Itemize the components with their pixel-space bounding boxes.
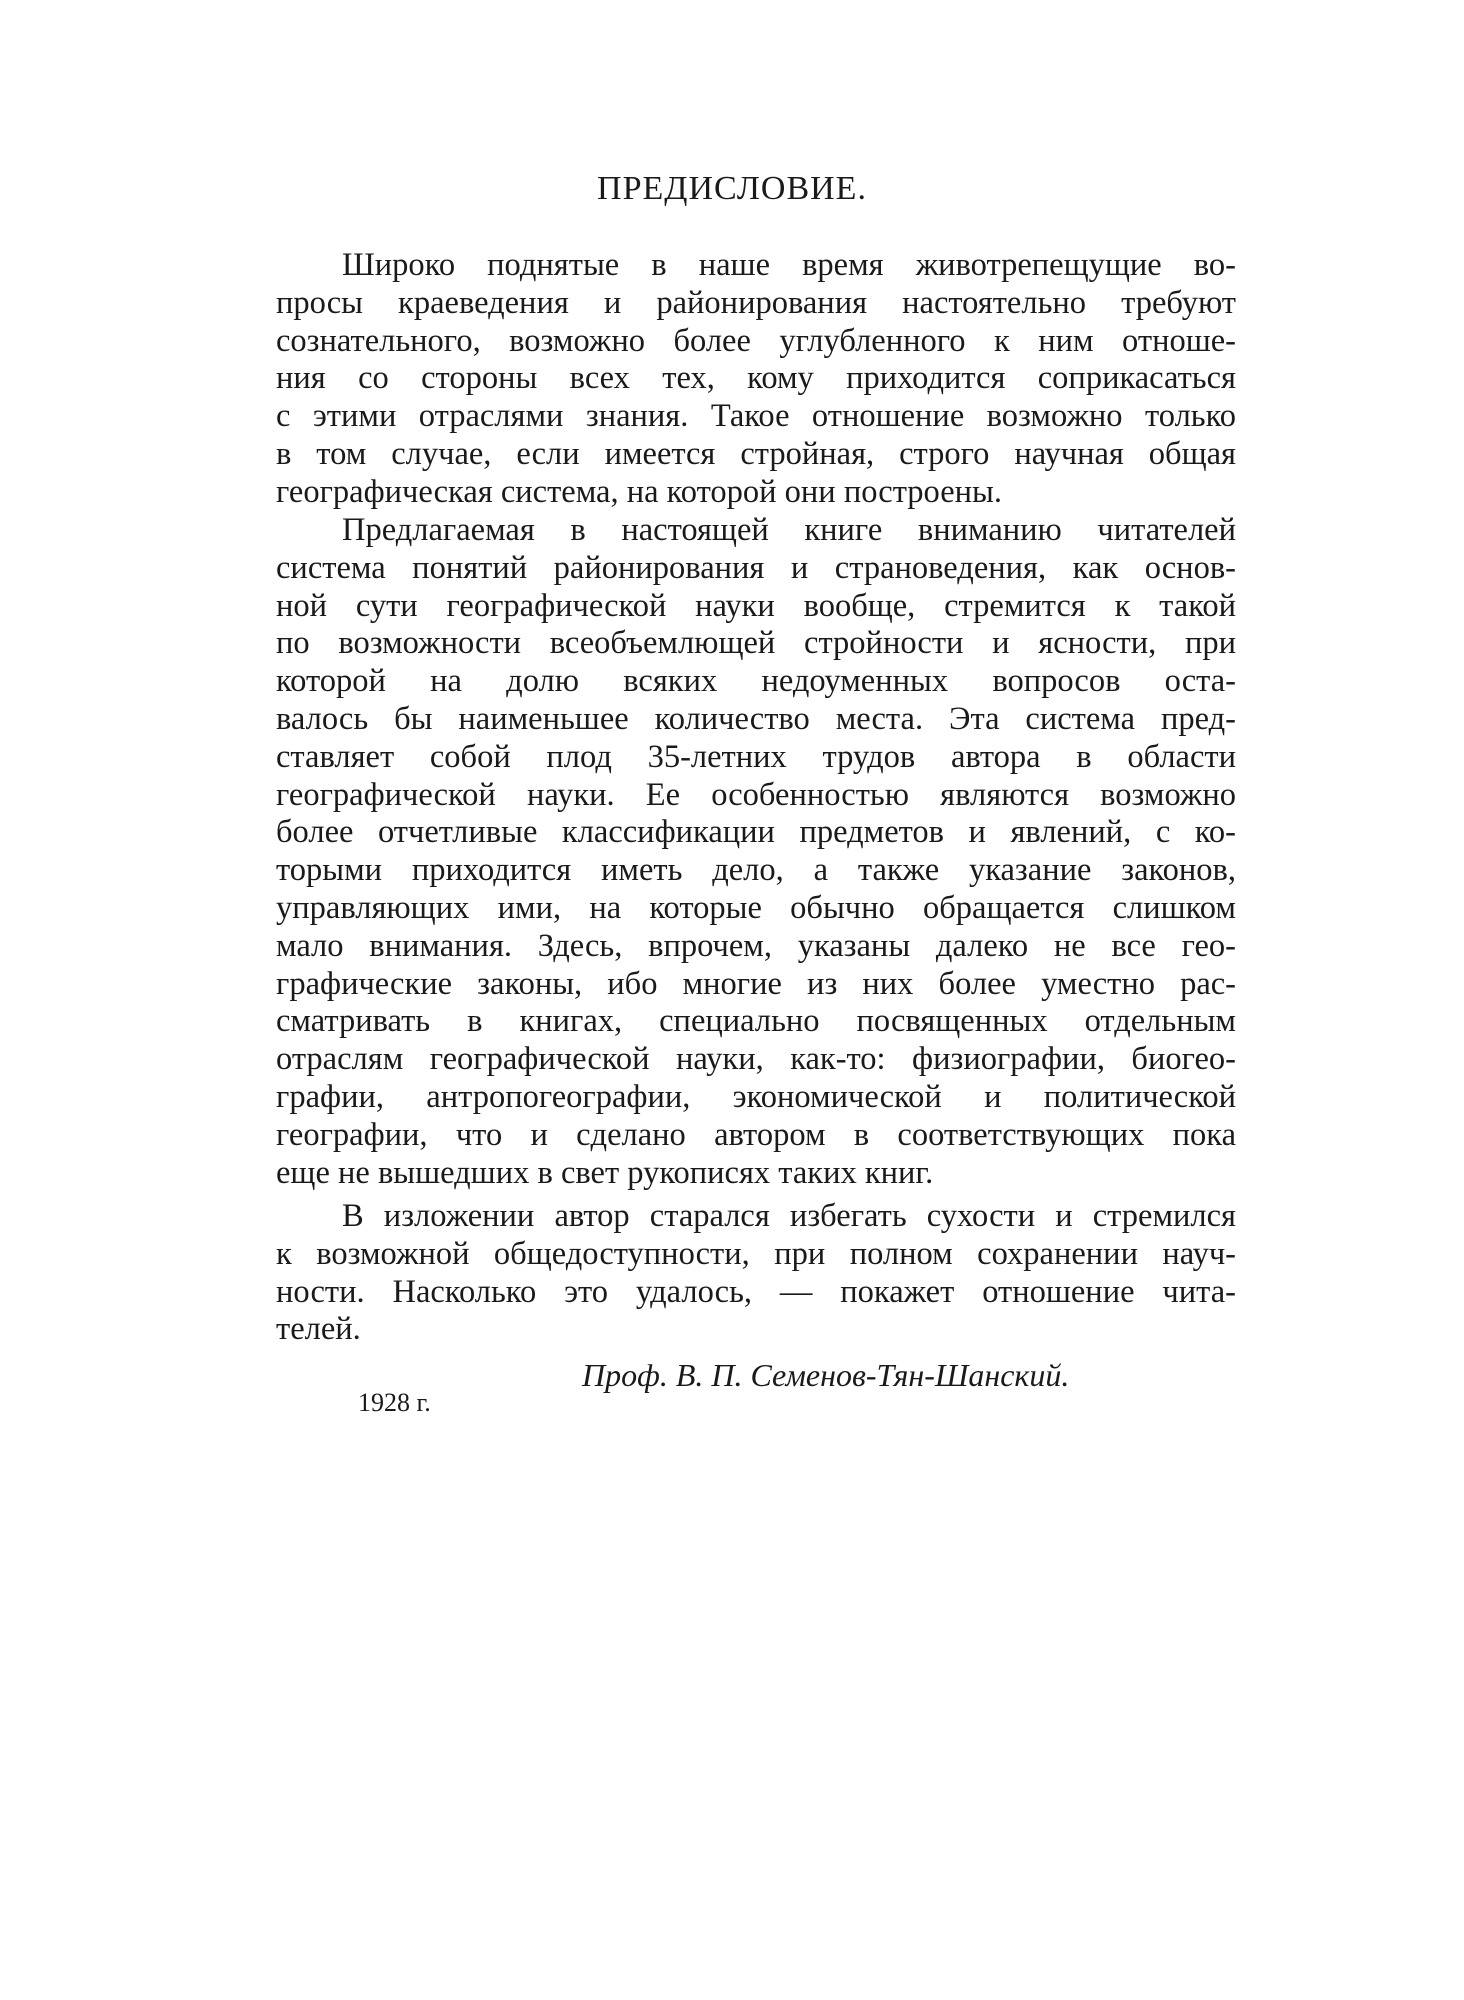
text-line: графические законы, ибо многие из них более уместно рас-: [276, 965, 1236, 1002]
paragraph-2: [276, 512, 1236, 1192]
text-line: Широко поднятые в наше время животрепещущие во-: [342, 247, 1236, 283]
text-line: географической науки. Ее особенностью являются возможно: [276, 776, 1236, 813]
text-line: географии, что и сделано автором в соответствующих пока: [276, 1116, 1236, 1153]
date-line: 1928 г.: [358, 1388, 431, 1417]
text-line: мало внимания. Здесь, впрочем, указаны далеко не все гео-: [276, 927, 1236, 964]
paragraph-3: [276, 1198, 1236, 1349]
text-line: по возможности всеобъемлющей стройности и ясности, при: [276, 625, 1236, 662]
text-line: валось бы наименьшее количество места. Эта система пред-: [276, 700, 1236, 737]
text-line: ной сути географической науки вообще, стремится к такой: [276, 587, 1236, 624]
text-line: более отчетливые классификации предметов и явлений, с ко-: [276, 814, 1236, 851]
text-line: ставляет собой плод 35-летних трудов автора в области: [276, 738, 1236, 775]
author-signature: Проф. В. П. Семенов-Тян-Шанский.: [582, 1357, 1070, 1393]
text-line: телей.: [276, 1311, 361, 1348]
text-line: отраслям географической науки, как-то: физиографии, биогео-: [276, 1041, 1236, 1078]
text-line: просы краеведения и районирования настоятельно требуют: [276, 284, 1236, 321]
text-line: географическая система, на которой они построены.: [276, 473, 1002, 510]
text-line: В изложении автор старался избегать сухости и стремился: [342, 1198, 1236, 1234]
text-line: которой на долю всяких недоуменных вопросов оста-: [276, 663, 1236, 700]
text-line: система понятий районирования и страноведения, как основ-: [276, 549, 1236, 586]
text-line: еще не вышедших в свет рукописях таких книг.: [276, 1154, 934, 1191]
text-line: Предлагаемая в настоящей книге вниманию читателей: [342, 512, 1236, 548]
text-line: ния со стороны всех тех, кому приходится соприкасаться: [276, 360, 1236, 397]
text-line: с этими отраслями знания. Такое отношение возможно только: [276, 398, 1236, 435]
text-line: сознательного, возможно более углубленного к ним отноше-: [276, 322, 1236, 359]
text-line: ности. Насколько это удалось, — покажет отношение чита-: [276, 1273, 1236, 1310]
text-line: сматривать в книгах, специально посвященных отдельным: [276, 1003, 1236, 1040]
paragraph-1: [276, 247, 1236, 512]
text-line: торыми приходится иметь дело, а также указание законов,: [276, 852, 1236, 889]
text-line: в том случае, если имеется стройная, строго научная общая: [276, 435, 1236, 472]
text-line: к возможной общедоступности, при полном сохранении науч-: [276, 1235, 1236, 1272]
text-line: управляющих ими, на которые обычно обращается слишком: [276, 889, 1236, 926]
page-title: ПРЕДИСЛОВИЕ.: [597, 170, 867, 207]
text-line: графии, антропогеографии, экономической и политической: [276, 1078, 1236, 1115]
